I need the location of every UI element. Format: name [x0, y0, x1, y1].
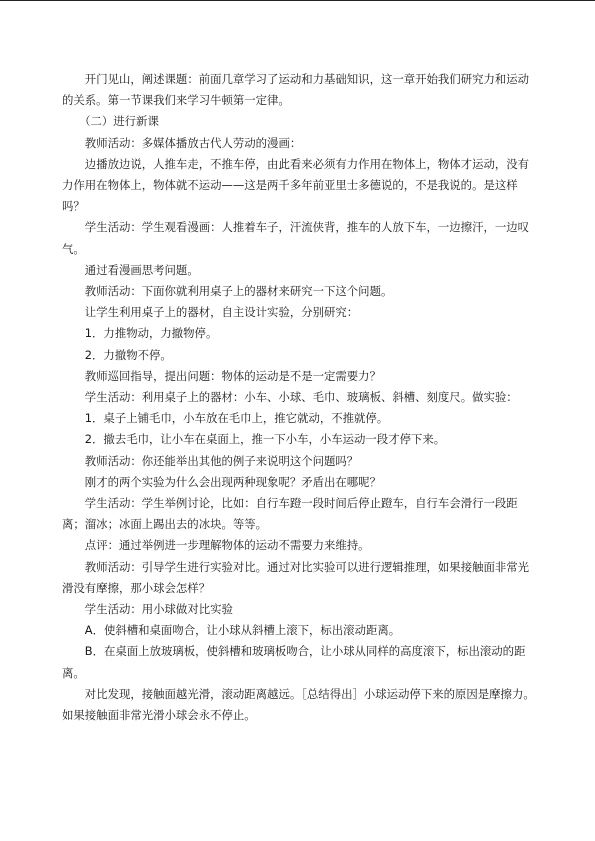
- paragraph-teacher-activity-1: 教师活动：多媒体播放古代人劳动的漫画：: [84, 135, 302, 150]
- paragraph-student-activity-4: 学生活动：用小球做对比实验: [84, 602, 233, 617]
- document-body: [62, 69, 540, 726]
- paragraph-student-activity-3: 学生活动：学生举例讨论，比如：自行车蹬一段时间后停止蹬车，自行车会滑行一段距离；溜冰；冰面上踢出去的冰块。等等。: [62, 496, 518, 532]
- paragraph-conclusion: 对比发现，接触面越光滑，滚动距离越远。［总结得出］小球运动停下来的原因是摩擦力。如果接触面非常光滑小球会永不停止。: [62, 686, 535, 723]
- comparison-step-a: A．使斜槽和桌面吻合，让小球从斜槽上滚下，标出滚动距离。: [84, 623, 401, 638]
- paragraph-student-activity-1: 学生活动：学生观看漫画：人推着车子，汗流侠背，推车的人放下车，一边擦汗，一边叹气。: [62, 220, 530, 256]
- paragraph-teacher-activity-2: 教师活动：下面你就利用桌子上的器材来研究一下这个问题。: [84, 284, 393, 299]
- experiment-step-2: 2．撤去毛巾，让小车在桌面上，推一下小车，小车运动一段才停下来。: [84, 432, 446, 447]
- comparison-step-b: B．在桌面上放玻璃板，使斜槽和玻璃板吻合，让小球从同样的高度滚下，标出滚动的距离。: [62, 644, 526, 680]
- paragraph-design-experiment: 让学生利用桌子上的器材，自主设计实验，分别研究：: [84, 305, 359, 320]
- paragraph-comment: 点评：通过举例进一步理解物体的运动不需要力来维持。: [84, 538, 370, 553]
- paragraph-teacher-activity-3: 教师活动：你还能举出其他的例子来说明这个问题吗？: [84, 453, 359, 468]
- paragraph-aristotle: 边播放边说，人推车走，不推车停，由此看来必须有力作用在物体上，物体才运动，没有力作用在物体上，物体就不运动——这是两千多年前亚里士多德说的，不是我说的。是这样吗？: [62, 156, 530, 214]
- experiment-step-1: 1．桌子上铺毛巾，小车放在毛巾上，推它就动，不推就停。: [84, 411, 389, 426]
- paragraph-teacher-activity-4: 教师活动：引导学生进行实验对比。通过对比实验可以进行逻辑推理，如果接触面非常光滑没有摩擦，那小球会怎样？: [62, 559, 530, 595]
- paragraph-intro: 开门见山，阐述课题：前面几章学习了运动和力基础知识，这一章开始我们研究力和运动的关系。第一节课我们来学习牛顿第一定律。: [62, 72, 530, 108]
- paragraph-contradiction: 刚才的两个实验为什么会出现两种现象呢？矛盾出在哪呢？: [84, 474, 381, 489]
- page-top-border: [0, 0, 595, 1]
- paragraph-teacher-question: 教师巡回指导，提出问题：物体的运动是不是一定需要力？: [84, 368, 381, 383]
- list-item-1: 1．力推物动，力撤物停。: [84, 326, 218, 341]
- paragraph-think: 通过看漫画思考问题。: [84, 262, 199, 277]
- section-heading-new-lesson: （二）进行新课: [79, 114, 159, 129]
- list-item-2: 2．力撤物不停。: [84, 347, 172, 362]
- paragraph-student-activity-2: 学生活动：利用桌子上的器材：小车、小球、毛巾、玻璃板、斜槽、刻度尺。做实验：: [84, 390, 518, 405]
